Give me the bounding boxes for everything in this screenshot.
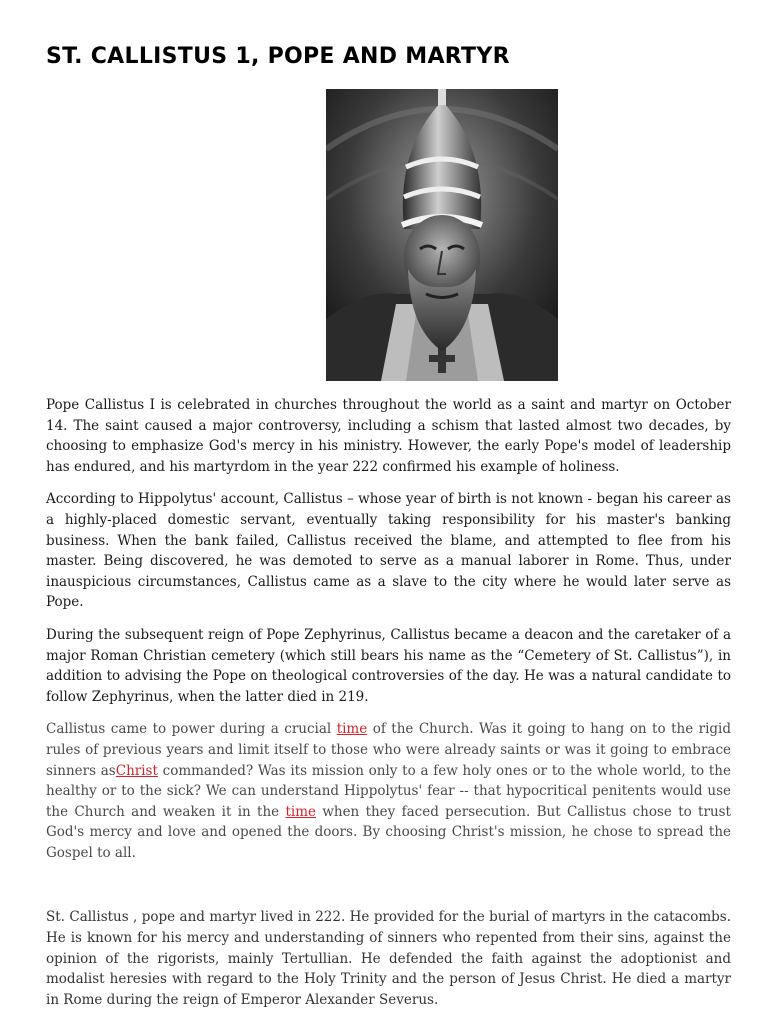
paragraph-1: Pope Callistus I is celebrated in churches throughout the world as a saint and martyr on October 14. The saint caused a major controversy, including a schism that lasted almost two decades, by choosing to emphasize God's mercy in his ministry. However, the early Pope's model of leadership has endured, and his martyrdom in the year 222 confirmed his example of holiness.: [46, 397, 731, 475]
paragraph-2: According to Hippolytus' account, Callistus – whose year of birth is not known - began his career as a highly-placed domestic servant, eventually taking responsibility for his master's banking business. When the bank failed, Callistus received the blame, and attempted to flee from his master. Being discovered, he was demoted to serve as a manual laborer in Rome. Thus, under inauspicious circumstances, Callistus came as a slave to the city where he would later serve as Pope.: [46, 491, 731, 611]
paragraph-3: During the subsequent reign of Pope Zephyrinus, Callistus became a deacon and the caretaker of a major Roman Christian cemetery (which still bears his name as the “Cemetery of St. Callistus”), in addition to advising the Pope on theological controversies of the day. He was a natural candidate to follow Zephyrinus, when the latter died in 219.: [46, 626, 731, 705]
paragraph-4-text-1: Callistus came to power during a crucial: [46, 721, 337, 738]
time-link-1[interactable]: time: [336, 721, 368, 738]
paragraph-4-text-4: when they faced persecution. But Callistus chose to trust God's mercy and love and opened the doors. By choosing Christ's mission, he chose to spread the Gospel to all.: [46, 803, 731, 861]
christ-link[interactable]: Christ: [115, 762, 158, 779]
paragraph-4-text-3: commanded? Was its mission only to a few holy ones or to the whole world, to the healthy or to the sick? We can understand Hippolytus' fear -- that hypocritical penitents would use the Church and weaken it in the: [46, 762, 731, 820]
article-body: [46, 395, 731, 1022]
paragraph-4-text-2: of the Church. Was it going to hang on to the rigid rules of previous years and limit itself to those who were already saints or was it going to embrace sinners as: [46, 721, 732, 779]
time-link-2[interactable]: time: [285, 803, 316, 820]
page-title: ST. CALLISTUS 1, POPE AND MARTYR: [46, 44, 510, 69]
paragraph-4: [46, 719, 731, 863]
pope-portrait-image: [326, 89, 558, 381]
paragraph-5: St. Callistus , pope and martyr lived in 222. He provided for the burial of martyrs in the catacombs. He is known for his mercy and understanding of sinners who repented from their sins, against the opinion of the rigorists, mainly Tertullian. He defended the faith against the adoptionist and modalist heresies with regard to the Holy Trinity and the person of Jesus Christ. He died a martyr in Rome during the reign of Emperor Alexander Severus.: [46, 909, 731, 1008]
